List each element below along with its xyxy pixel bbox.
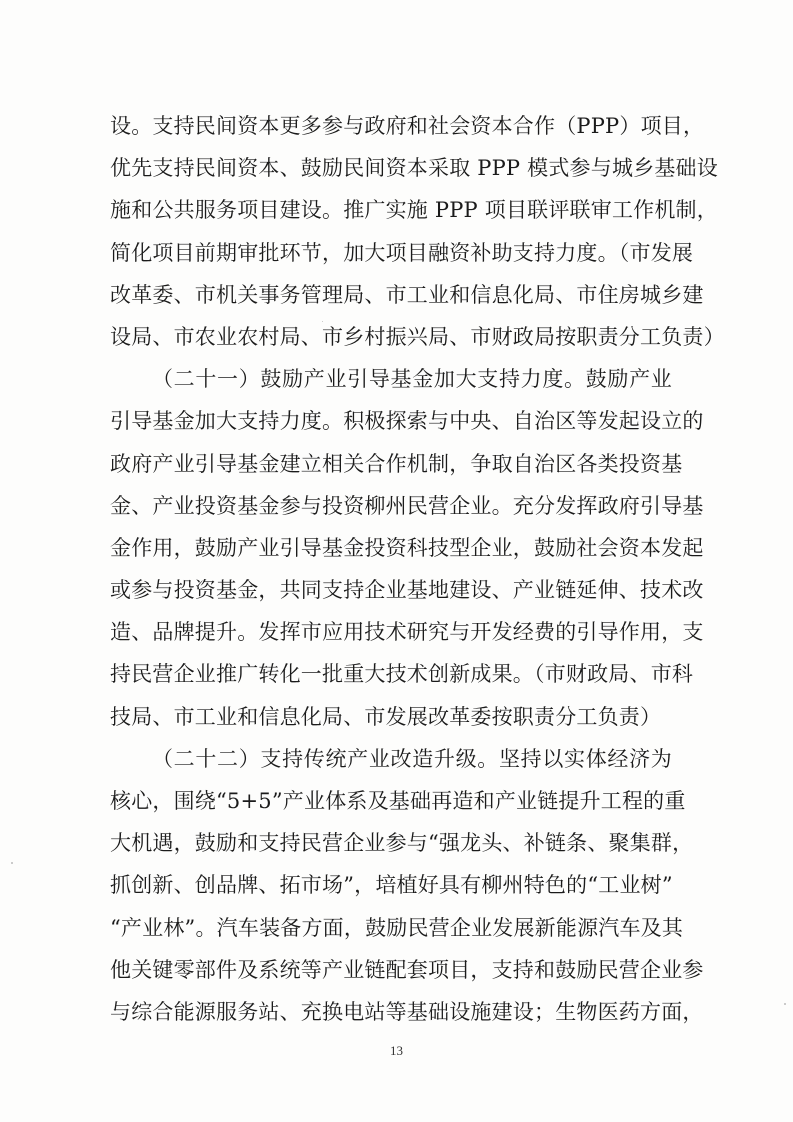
text-line: 设。支持民间资本更多参与政府和社会资本合作（PPP）项目， [110,114,705,138]
section-heading-line: （二十一）鼓励产业引导基金加大支持力度。鼓励产业 [152,367,672,392]
text-line: 与综合能源服务站、充换电站等基础设施建设；生物医药方面， [110,999,704,1024]
text-line: 金作用，鼓励产业引导基金投资科技型企业，鼓励社会资本发起 [110,535,704,560]
scan-speck [784,1003,786,1005]
text-line: 抓创新、创品牌、拓市场”，培植好具有柳州特色的“工业树” [110,873,673,898]
section-heading-line: （二十二）支持传统产业改造升级。坚持以实体经济为 [152,746,672,771]
scan-speck [11,862,13,864]
text-line: 他关键零部件及系统等产业链配套项目，支持和鼓励民营企业参 [110,957,704,982]
text-line: 核心，围绕“5+5”产业体系及基础再造和产业链提升工程的重 [110,789,686,813]
text-line: 改革委、市机关事务管理局、市工业和信息化局、市住房城乡建 [110,282,704,307]
text-line: 施和公共服务项目建设。推广实施 PPP 项目联评联审工作机制， [110,198,718,223]
text-line: 大机遇，鼓励和支持民营企业参与“强龙头、补链条、聚集群， [110,831,694,856]
text-line: 优先支持民间资本、鼓励民间资本采取 PPP 模式参与城乡基础设 [110,156,718,181]
body-text [110,105,725,1033]
text-line: 金、产业投资基金参与投资柳州民营企业。充分发挥政府引导基 [110,493,704,518]
text-line: 或参与投资基金，共同支持企业基地建设、产业链延伸、技术改 [110,578,704,603]
text-line: 设局、市农业农村局、市乡村振兴局、市财政局按职责分工负责） [110,324,725,349]
text-line: 简化项目前期审批环节，加大项目融资补助支持力度。（市发展 [110,240,694,265]
text-line: 造、品牌提升。发挥市应用技术研究与开发经费的引导作用，支 [110,620,704,645]
text-line: 持民营企业推广转化一批重大技术创新成果。（市财政局、市科 [110,662,694,687]
text-line: “产业林”。汽车装备方面，鼓励民营企业发展新能源汽车及其 [110,915,684,940]
page-number: 13 [390,1043,403,1058]
text-line: 引导基金加大支持力度。积极探索与中央、自治区等发起设立的 [110,409,704,434]
text-line: 政府产业引导基金建立相关合作机制，争取自治区各类投资基 [110,451,683,476]
scan-speck [322,321,323,322]
text-line: 技局、市工业和信息化局、市发展改革委按职责分工负责） [110,704,662,729]
